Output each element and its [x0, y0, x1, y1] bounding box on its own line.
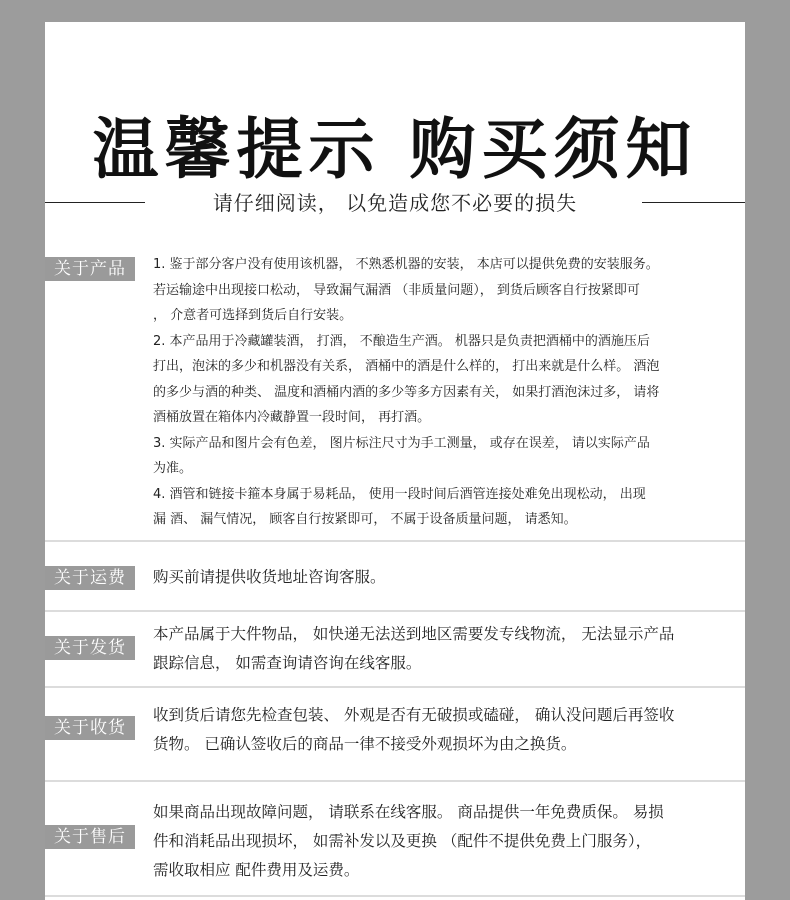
content-line: 购买前请提供收货地址咨询客服。 [153, 568, 386, 586]
section-tag-delivery: 关于发货 [45, 636, 135, 660]
content-line: 打出，泡沫的多少和机器没有关系， 酒桶中的酒是什么样的， 打出来就是什么样。 酒泡 [153, 359, 660, 374]
section-content-product [153, 252, 723, 533]
content-line: 件和消耗品出现损坏， 如需补发以及更换 （配件不提供免费上门服务）， [153, 832, 652, 850]
section-tag-after-sales: 关于售后 [45, 825, 135, 849]
section-divider [45, 610, 745, 612]
content-line: ， 介意者可选择到货后自行安装。 [153, 308, 353, 323]
section-tag-product: 关于产品 [45, 257, 135, 281]
subtitle-right-divider [642, 202, 745, 203]
content-line: 如果商品出现故障问题， 请联系在线客服。 商品提供一年免费质保。 易损 [153, 803, 664, 821]
section-tag-shipping-fee: 关于运费 [45, 566, 135, 590]
subtitle-left-divider [45, 202, 145, 203]
section-content-receiving [153, 701, 723, 759]
section-content-delivery [153, 620, 723, 678]
notice-card [45, 22, 745, 900]
section-divider [45, 895, 745, 897]
content-line: 为准。 [153, 461, 193, 476]
content-line: 若运输途中出现接口松动， 导致漏气漏酒 （非质量问题）， 到货后顾客自行按紧即可 [153, 282, 640, 298]
content-line: 3. 实际产品和图片会有色差， 图片标注尺寸为手工测量， 或存在误差， 请以实际产品 [153, 435, 650, 451]
content-line: 货物。 已确认签收后的商品一律不接受外观损坏为由之换货。 [153, 735, 577, 753]
section-content-shipping-fee [153, 563, 723, 592]
content-line: 1. 鉴于部分客户没有使用该机器， 不熟悉机器的安装， 本店可以提供免费的安装服务。 [153, 257, 659, 272]
content-line: 需收取相应 配件费用及运费。 [153, 861, 360, 879]
section-divider [45, 540, 745, 542]
subtitle: 请仔细阅读， 以免造成您不必要的损失 [212, 191, 578, 215]
content-line: 4. 酒管和链接卡箍本身属于易耗品， 使用一段时间后酒管连接处难免出现松动， 出现 [153, 486, 646, 502]
content-line: 漏 酒、 漏气情况， 顾客自行按紧即可， 不属于设备质量问题， 请悉知。 [153, 512, 577, 527]
section-divider [45, 686, 745, 688]
section-content-after-sales [153, 798, 723, 885]
section-divider [45, 780, 745, 782]
content-line: 跟踪信息， 如需查询请咨询在线客服。 [153, 654, 422, 672]
content-line: 酒桶放置在箱体内冷藏静置一段时间， 再打酒。 [153, 410, 431, 425]
page-title: 温馨提示 购买须知 [92, 111, 698, 188]
content-line: 的多少与酒的种类、 温度和酒桶内酒的多少等多方因素有关， 如果打酒泡沫过多， 请将 [153, 384, 660, 400]
content-line: 收到货后请您先检查包装、 外观是否有无破损或磕碰， 确认没问题后再签收 [153, 706, 675, 724]
content-line: 本产品属于大件物品， 如快递无法送到地区需要发专线物流， 无法显示产品 [153, 625, 675, 643]
content-line: 2. 本产品用于冷藏罐装酒， 打酒， 不酿造生产酒。 机器只是负责把酒桶中的酒施压后 [153, 333, 650, 349]
section-tag-receiving: 关于收货 [45, 716, 135, 740]
subtitle-row [45, 186, 745, 220]
